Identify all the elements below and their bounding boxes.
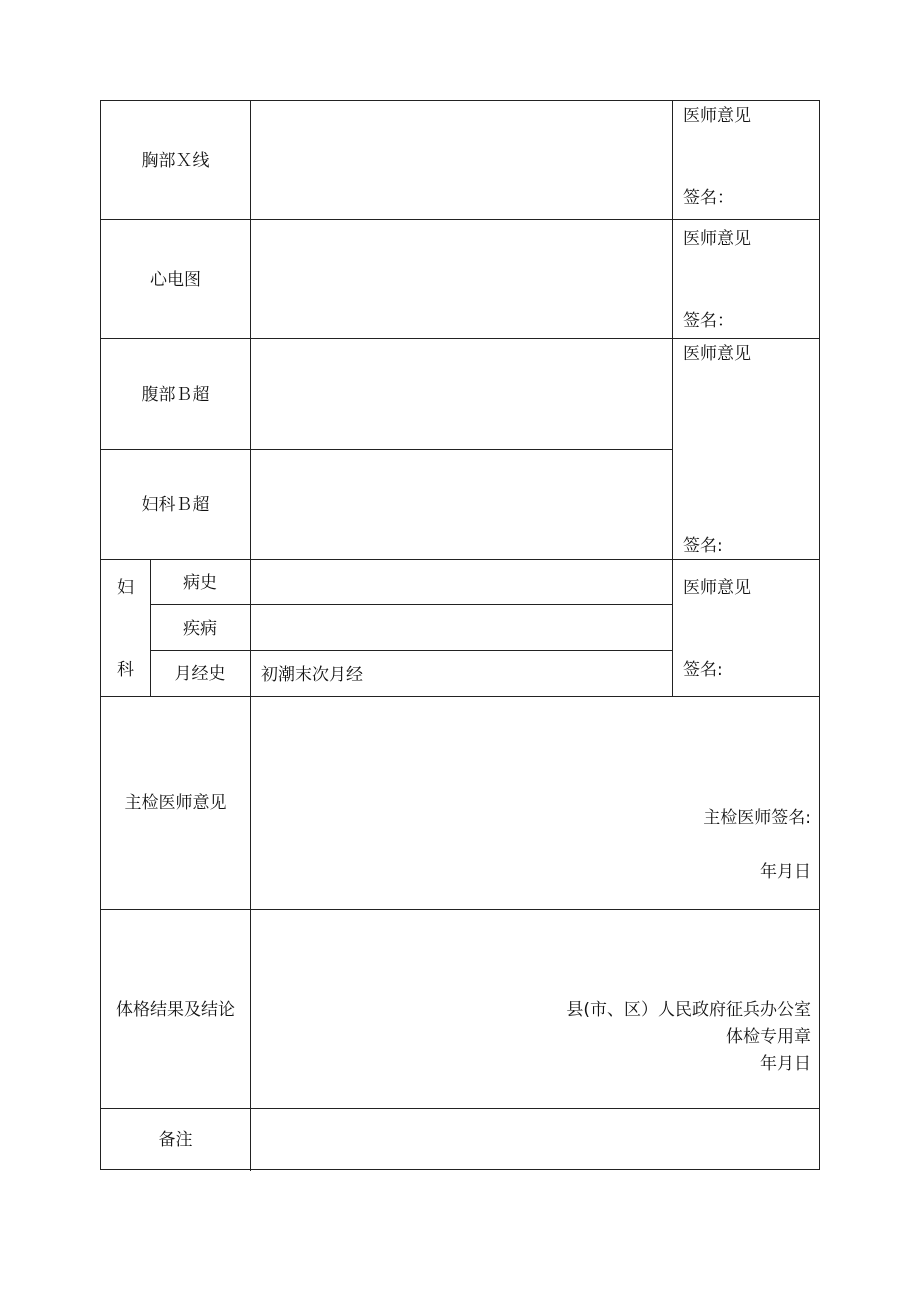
- exam-stamp-text: 体检专用章: [726, 1027, 811, 1047]
- row-divider: [101, 449, 672, 450]
- chief-examiner-date: 年月日: [760, 862, 811, 882]
- column-divider: [672, 101, 673, 696]
- menstrual-history-value: 初潮末次月经: [261, 665, 363, 685]
- chest-xray-doctor-opinion: 医师意见: [683, 106, 751, 126]
- gynecology-label-top: 妇: [117, 578, 134, 598]
- disease-label: 疾病: [183, 619, 217, 639]
- abdominal-ultrasound-label: 腹部Ｂ超: [141, 385, 210, 405]
- gynecology-label-bottom: 科: [117, 660, 134, 680]
- row-divider: [150, 604, 672, 605]
- remarks-label: 备注: [158, 1130, 193, 1150]
- row-divider: [101, 1108, 819, 1109]
- gynecology-doctor-opinion: 医师意见: [683, 578, 751, 598]
- gynecology-signature: 签名:: [683, 660, 723, 680]
- column-divider: [250, 101, 251, 559]
- row-divider: [150, 650, 672, 651]
- ultrasound-doctor-opinion: 医师意见: [683, 344, 751, 364]
- result-conclusion-label: 体格结果及结论: [116, 1000, 235, 1020]
- result-date: 年月日: [760, 1054, 811, 1074]
- gyn-ultrasound-label: 妇科Ｂ超: [141, 495, 210, 515]
- row-divider: [101, 696, 819, 697]
- row-divider: [101, 909, 819, 910]
- menstrual-history-label: 月经史: [174, 664, 226, 684]
- chest-xray-label: 胸部Ｘ线: [141, 151, 210, 171]
- chief-examiner-label: 主检医师意见: [124, 793, 227, 813]
- ultrasound-signature: 签名:: [683, 536, 723, 556]
- recruitment-office-name: 县(市、区）人民政府征兵办公室: [566, 1000, 811, 1020]
- ecg-signature: 签名：: [683, 311, 734, 331]
- column-divider: [250, 559, 251, 696]
- ecg-label: 心电图: [150, 270, 201, 290]
- row-divider: [101, 219, 819, 220]
- medical-exam-form-table: [100, 100, 820, 1170]
- history-label: 病史: [183, 573, 217, 593]
- row-divider: [101, 338, 819, 339]
- row-divider: [101, 559, 819, 560]
- chest-xray-signature: 签名：: [683, 188, 734, 208]
- chief-examiner-signature: 主检医师签名:: [703, 808, 811, 828]
- column-divider: [250, 696, 251, 1171]
- ecg-doctor-opinion: 医师意见: [683, 229, 751, 249]
